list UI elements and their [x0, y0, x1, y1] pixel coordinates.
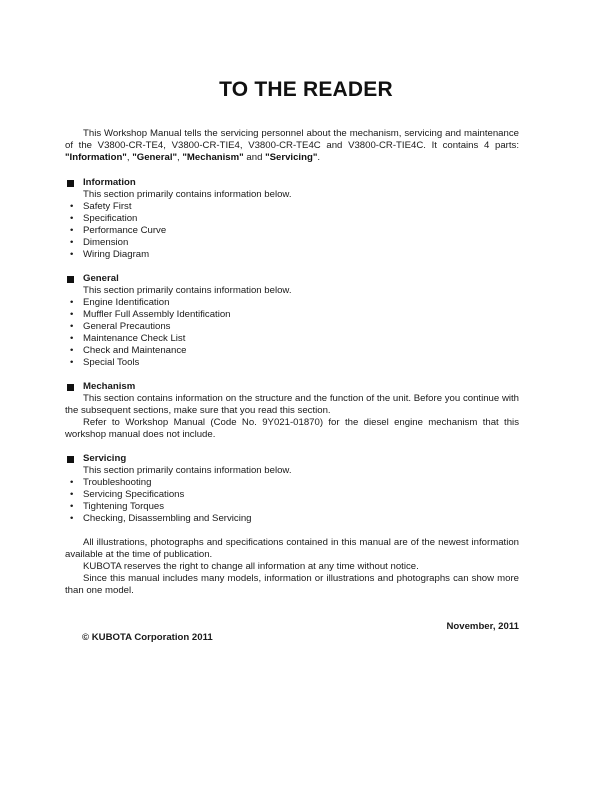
list-item	[65, 237, 519, 249]
section-title: Information	[83, 177, 136, 188]
section-intro: This section primarily contains information below.	[83, 465, 292, 476]
item-text: Performance Curve	[83, 225, 167, 236]
bullet-icon: •	[70, 477, 74, 488]
bullet-icon: •	[70, 237, 74, 248]
separator: ,	[126, 152, 133, 163]
item-text: Special Tools	[83, 357, 140, 368]
item-text: Safety First	[83, 201, 132, 212]
list-item	[65, 357, 519, 369]
item-text: Specification	[83, 213, 138, 224]
list-item	[65, 297, 519, 309]
item-text: Wiring Diagram	[83, 249, 150, 260]
list-item	[65, 501, 519, 513]
list-item	[65, 513, 519, 525]
page-title: TO THE READER	[219, 78, 393, 101]
list-item	[65, 489, 519, 501]
item-text: Muffler Full Assembly Identification	[83, 309, 231, 320]
bullet-icon: •	[70, 297, 74, 308]
section-general	[65, 273, 519, 369]
section-heading	[65, 273, 519, 285]
list-item	[65, 477, 519, 489]
bullet-icon: •	[70, 309, 74, 320]
section-heading	[65, 381, 519, 393]
part-servicing: "Servicing"	[265, 152, 318, 163]
bullet-icon: •	[70, 213, 74, 224]
list-item	[65, 345, 519, 357]
list-item	[65, 333, 519, 345]
list-item	[65, 213, 519, 225]
list-item	[65, 249, 519, 261]
part-information: "Information"	[65, 152, 127, 163]
square-bullet-icon	[67, 456, 74, 463]
item-text: Check and Maintenance	[83, 345, 187, 356]
note-paragraph: All illustrations, photographs and specifications contained in this manual are of the newest information available at the time of publication.	[65, 537, 519, 560]
item-text: Tightening Torques	[83, 501, 165, 512]
item-text: Troubleshooting	[83, 477, 152, 488]
bullet-icon: •	[70, 489, 74, 500]
note-paragraph: KUBOTA reserves the right to change all information at any time without notice.	[83, 561, 419, 572]
item-text: Servicing Specifications	[83, 489, 185, 500]
square-bullet-icon	[67, 180, 74, 187]
publication-date: November, 2011	[446, 621, 519, 632]
mechanism-reference: Refer to Workshop Manual (Code No. 9Y021-01870) for the diesel engine mechanism that this workshop manual does not include.	[65, 417, 519, 440]
section-title: General	[83, 273, 119, 284]
section-intro: This section primarily contains information below.	[83, 189, 292, 200]
list-item	[65, 321, 519, 333]
item-text: Checking, Disassembling and Servicing	[83, 513, 252, 524]
part-mechanism: "Mechanism"	[182, 152, 244, 163]
section-title: Mechanism	[83, 381, 136, 392]
list-item	[65, 201, 519, 213]
period: .	[317, 152, 321, 163]
separator: and	[243, 152, 266, 163]
item-text: Dimension	[83, 237, 129, 248]
section-information	[65, 177, 519, 261]
section-heading	[65, 453, 519, 465]
part-general: "General"	[132, 152, 178, 163]
bullet-icon: •	[70, 345, 74, 356]
bullet-icon: •	[70, 501, 74, 512]
list-item	[65, 225, 519, 237]
section-intro: This section primarily contains information below.	[83, 285, 292, 296]
section-title: Servicing	[83, 453, 127, 464]
mechanism-paragraph: This section contains information on the structure and the function of the unit. Before you continue with the subsequent sections, make sure that you read this section.	[65, 393, 519, 416]
notes	[65, 537, 519, 597]
bullet-icon: •	[70, 225, 74, 236]
note-paragraph: Since this manual includes many models, information or illustrations and photographs can show more than one model.	[65, 573, 519, 596]
bullet-icon: •	[70, 357, 74, 368]
bullet-icon: •	[70, 333, 74, 344]
section-heading	[65, 177, 519, 189]
square-bullet-icon	[67, 276, 74, 283]
section-servicing	[65, 453, 519, 525]
bullet-icon: •	[70, 201, 74, 212]
square-bullet-icon	[67, 384, 74, 391]
item-text: Engine Identification	[83, 297, 170, 308]
item-text: Maintenance Check List	[83, 333, 186, 344]
separator: ,	[177, 152, 183, 163]
list-item	[65, 309, 519, 321]
bullet-icon: •	[70, 513, 74, 524]
item-text: General Precautions	[83, 321, 171, 332]
section-mechanism	[65, 381, 519, 441]
bullet-icon: •	[70, 249, 74, 260]
intro-paragraph	[65, 128, 519, 164]
intro-text: This Workshop Manual tells the servicing personnel about the mechanism, servicing and maintenance of the V3800-CR-TE4, V3800-CR-TIE4, V3800-CR-TE4C and V3800-CR-TIE4C. It contains 4 parts:	[65, 128, 519, 151]
copyright: © KUBOTA Corporation 2011	[82, 632, 213, 643]
bullet-icon: •	[70, 321, 74, 332]
